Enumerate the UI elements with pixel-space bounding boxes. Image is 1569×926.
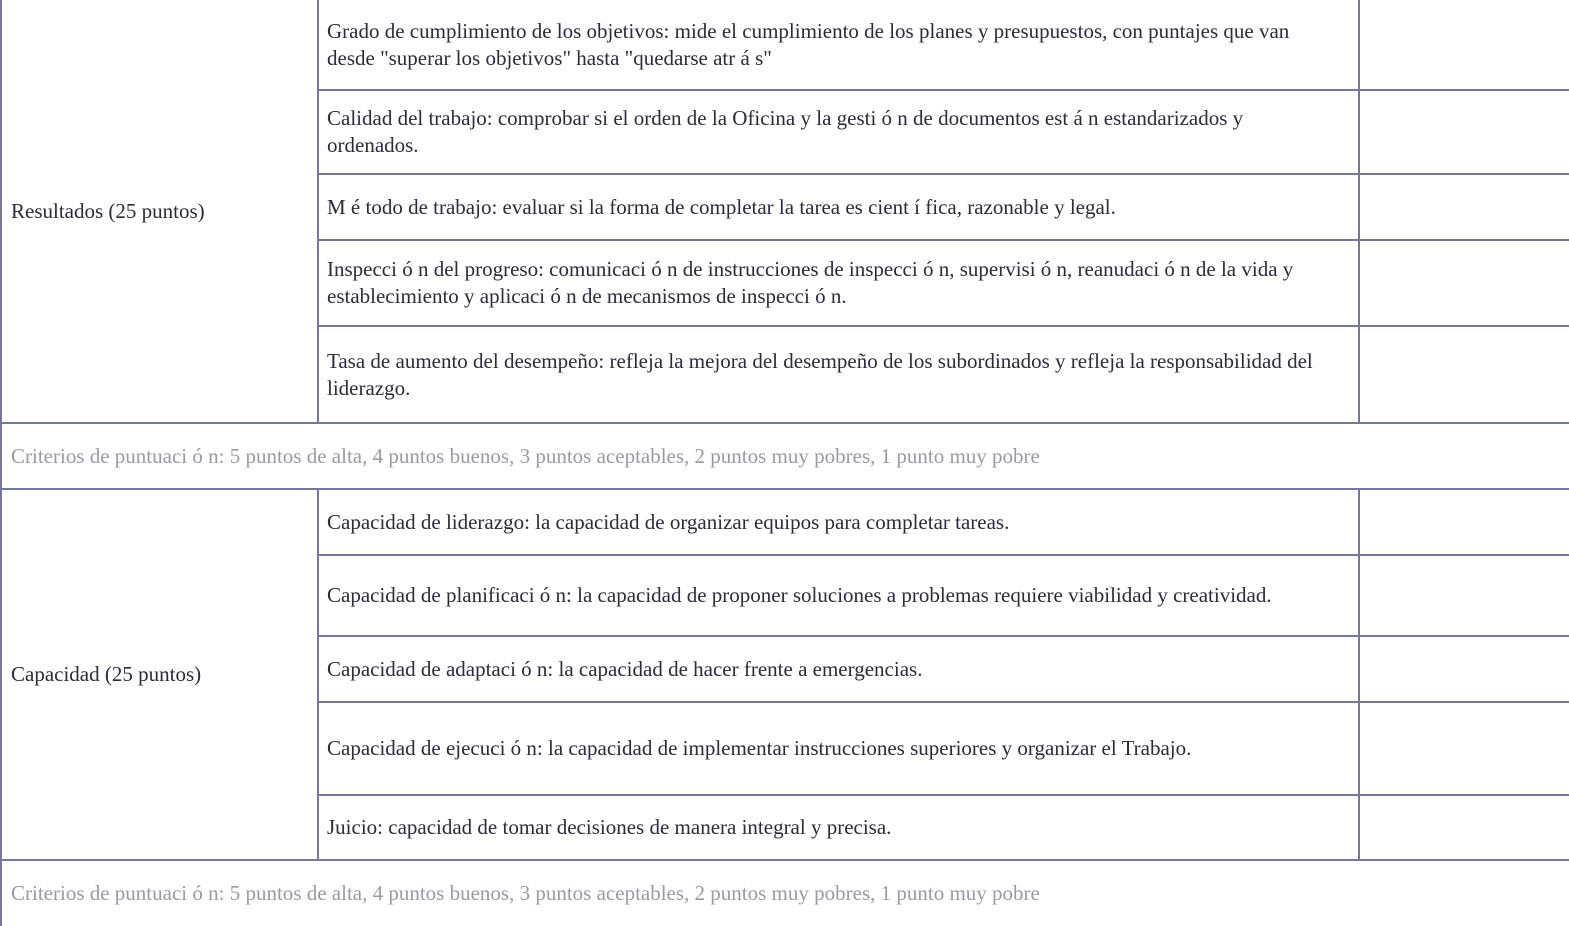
score-cell[interactable] — [1359, 702, 1569, 795]
criterion-text: Calidad del trabajo: comprobar si el orden de la Oficina y la gesti ó n de documentos est á n estandarizados y ordenados. — [318, 90, 1359, 174]
score-cell[interactable] — [1359, 326, 1569, 423]
score-cell[interactable] — [1359, 555, 1569, 636]
score-cell[interactable] — [1359, 0, 1569, 90]
criterion-text: Capacidad de ejecuci ó n: la capacidad de implementar instrucciones superiores y organizar el Trabajo. — [318, 702, 1359, 795]
score-cell[interactable] — [1359, 240, 1569, 326]
criterion-text: Juicio: capacidad de tomar decisiones de manera integral y precisa. — [318, 795, 1359, 860]
criterion-text: Grado de cumplimiento de los objetivos: mide el cumplimiento de los planes y presupuestos, con puntajes que van desde "superar los objetivos" hasta "quedarse atr á s" — [318, 0, 1359, 90]
criterion-text: Inspecci ó n del progreso: comunicaci ó n de instrucciones de inspecci ó n, supervisi ó n, reanudaci ó n de la vida y establecimiento y aplicaci ó n de mecanismos de inspecci ó n. — [318, 240, 1359, 326]
score-cell[interactable] — [1359, 174, 1569, 240]
scoring-note-row — [1, 423, 1569, 489]
category-cell-capacidad: Capacidad (25 puntos) — [1, 489, 318, 860]
scoring-note: Criterios de puntuaci ó n: 5 puntos de alta, 4 puntos buenos, 3 puntos aceptables, 2 puntos muy pobres, 1 punto muy pobre — [1, 423, 1569, 489]
table-row — [1, 0, 1569, 90]
criterion-text: Capacidad de planificaci ó n: la capacidad de proponer soluciones a problemas requiere viabilidad y creatividad. — [318, 555, 1359, 636]
table-row — [1, 489, 1569, 555]
criterion-text: M é todo de trabajo: evaluar si la forma de completar la tarea es cient í fica, razonable y legal. — [318, 174, 1359, 240]
score-cell[interactable] — [1359, 636, 1569, 702]
criterion-text: Capacidad de liderazgo: la capacidad de organizar equipos para completar tareas. — [318, 489, 1359, 555]
scoring-note-row — [1, 860, 1569, 926]
score-cell[interactable] — [1359, 90, 1569, 174]
category-cell-resultados: Resultados (25 puntos) — [1, 0, 318, 423]
score-cell[interactable] — [1359, 795, 1569, 860]
criterion-text: Capacidad de adaptaci ó n: la capacidad de hacer frente a emergencias. — [318, 636, 1359, 702]
score-cell[interactable] — [1359, 489, 1569, 555]
criterion-text: Tasa de aumento del desempeño: refleja la mejora del desempeño de los subordinados y refleja la responsabilidad del liderazgo. — [318, 326, 1359, 423]
scoring-note: Criterios de puntuaci ó n: 5 puntos de alta, 4 puntos buenos, 3 puntos aceptables, 2 puntos muy pobres, 1 punto muy pobre — [1, 860, 1569, 926]
